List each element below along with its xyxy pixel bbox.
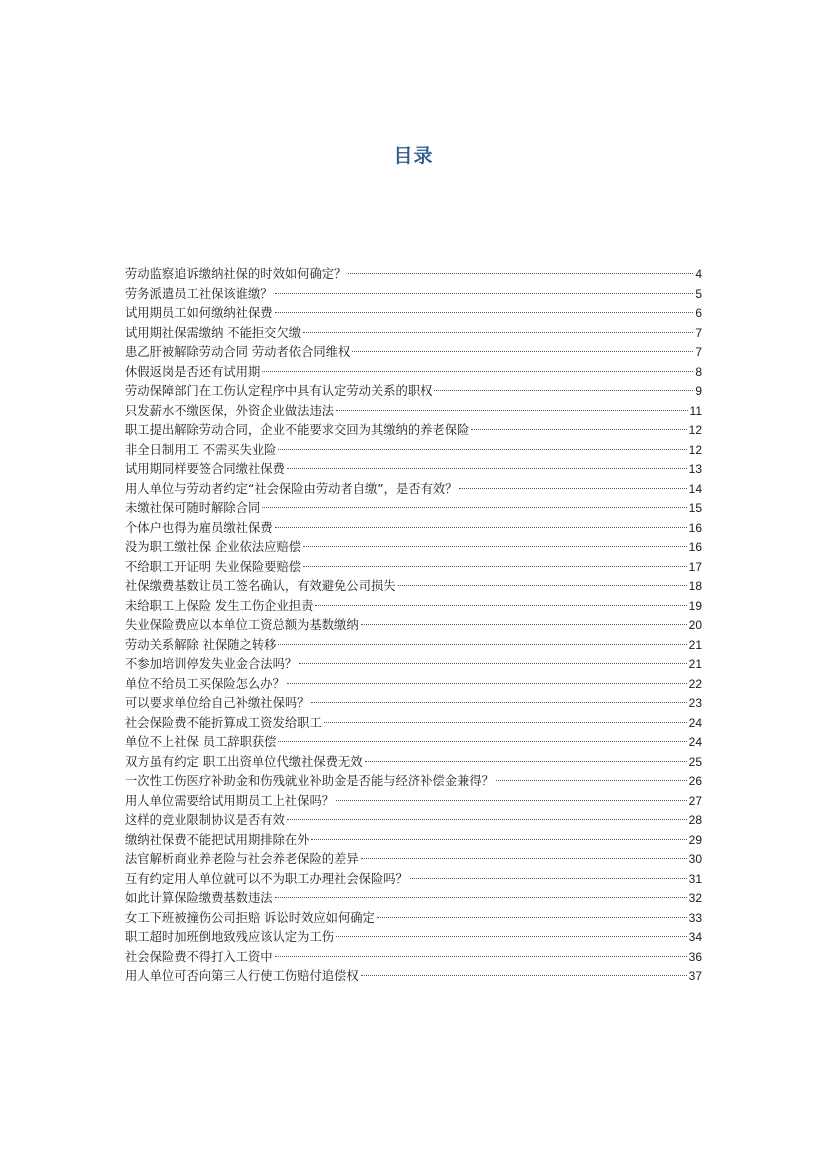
toc-entry-title[interactable]: 单位不上社保 员工辞职获偿	[125, 735, 277, 749]
toc-entry-page-number[interactable]: 25	[688, 754, 702, 769]
toc-entry-title[interactable]: 如此计算保险缴费基数违法	[125, 891, 273, 905]
toc-entry[interactable]	[125, 792, 702, 812]
toc-entry-title[interactable]: 试用期员工如何缴纳社保费	[125, 306, 273, 320]
toc-entry-page-number[interactable]: 33	[688, 910, 702, 925]
toc-entry-title[interactable]: 休假返岗是否还有试用期	[125, 364, 261, 379]
toc-entry-page-number[interactable]: 11	[689, 403, 702, 418]
toc-entry-page-number[interactable]: 16	[688, 520, 702, 535]
toc-list	[125, 265, 702, 987]
toc-dot-leader	[471, 429, 686, 430]
toc-entry-page-number[interactable]: 14	[688, 481, 702, 496]
toc-entry-page-number[interactable]: 31	[688, 871, 702, 886]
toc-entry-page-number[interactable]: 19	[688, 598, 702, 613]
toc-entry-title[interactable]: 一次性工伤医疗补助金和伤残就业补助金是否能与经济补偿金兼得？	[125, 774, 494, 788]
toc-dot-leader	[434, 390, 693, 391]
toc-entry[interactable]	[125, 636, 702, 656]
toc-entry-page-number[interactable]: 32	[688, 891, 702, 905]
toc-entry[interactable]	[125, 265, 702, 285]
toc-entry[interactable]	[125, 733, 702, 753]
toc-entry[interactable]	[125, 811, 702, 831]
toc-entry-title[interactable]: 没为职工缴社保 企业依法应赔偿	[125, 540, 302, 554]
toc-dot-leader	[262, 371, 693, 372]
toc-entry[interactable]	[125, 480, 702, 500]
toc-entry-title[interactable]: 不参加培训停发失业金合法吗？	[125, 657, 298, 671]
toc-entry-page-number[interactable]: 20	[688, 618, 702, 632]
toc-entry-page-number[interactable]: 21	[688, 637, 702, 652]
toc-entry-title[interactable]: 劳动关系解除 社保随之转移	[125, 637, 277, 652]
toc-entry[interactable]	[125, 324, 702, 344]
toc-entry-page-number[interactable]: 36	[688, 949, 702, 964]
toc-entry-page-number[interactable]: 29	[688, 832, 702, 847]
toc-entry[interactable]	[125, 616, 702, 636]
toc-entry-title[interactable]: 可以要求单位给自己补缴社保吗？	[125, 696, 310, 710]
toc-entry-page-number[interactable]: 24	[688, 715, 702, 730]
toc-dot-leader	[275, 897, 687, 898]
toc-entry[interactable]	[125, 850, 702, 870]
toc-entry[interactable]	[125, 675, 702, 695]
toc-dot-leader	[361, 858, 687, 859]
toc-entry-page-number[interactable]: 4	[695, 267, 702, 281]
toc-dot-leader	[303, 332, 693, 333]
toc-dot-leader	[287, 468, 687, 469]
toc-entry[interactable]	[125, 694, 702, 714]
toc-entry-page-number[interactable]: 17	[688, 559, 702, 574]
toc-dot-leader	[336, 410, 687, 411]
toc-entry-title[interactable]: 劳动监察追诉缴纳社保的时效如何确定？	[125, 267, 347, 281]
toc-entry-page-number[interactable]: 24	[688, 735, 702, 749]
toc-entry-page-number[interactable]: 15	[688, 501, 702, 515]
toc-entry[interactable]	[125, 577, 702, 597]
toc-entry[interactable]	[125, 928, 702, 948]
toc-entry-title[interactable]: 失业保险费应以本单位工资总额为基数缴纳	[125, 618, 359, 632]
toc-entry[interactable]	[125, 285, 702, 305]
toc-entry[interactable]	[125, 948, 702, 968]
toc-entry-page-number[interactable]: 7	[695, 345, 702, 359]
toc-entry-page-number[interactable]: 22	[688, 676, 702, 691]
toc-entry[interactable]	[125, 772, 702, 792]
toc-entry-page-number[interactable]: 23	[688, 696, 702, 710]
toc-entry[interactable]	[125, 655, 702, 675]
toc-dot-leader	[365, 761, 687, 762]
toc-dot-leader	[311, 702, 686, 703]
toc-title: 目录	[393, 145, 434, 167]
toc-dot-leader	[315, 605, 686, 606]
toc-entry[interactable]	[125, 753, 702, 773]
toc-entry-title[interactable]: 劳动保障部门在工伤认定程序中具有认定劳动关系的职权	[125, 384, 433, 398]
toc-entry-page-number[interactable]: 6	[695, 306, 702, 320]
toc-entry-title[interactable]: 试用期同样要签合同缴社保费	[125, 462, 285, 476]
toc-entry[interactable]	[125, 460, 702, 480]
toc-entry[interactable]	[125, 363, 702, 383]
toc-dot-leader	[287, 683, 687, 684]
toc-dot-leader	[348, 273, 693, 274]
toc-entry[interactable]	[125, 402, 702, 422]
toc-entry-title[interactable]: 个体户也得为雇员缴社保费	[125, 520, 273, 535]
toc-entry-page-number[interactable]: 5	[695, 286, 702, 301]
toc-entry[interactable]	[125, 870, 702, 890]
toc-entry-title[interactable]: 用人单位可否向第三人行使工伤赔付追偿权	[125, 969, 359, 983]
toc-entry[interactable]	[125, 421, 702, 441]
toc-dot-leader	[278, 644, 686, 645]
toc-entry-title[interactable]: 劳务派遣员工社保该谁缴？	[125, 286, 273, 301]
toc-dot-leader	[398, 585, 687, 586]
toc-dot-leader	[303, 566, 687, 567]
toc-entry-page-number[interactable]: 12	[688, 423, 702, 437]
toc-entry[interactable]	[125, 343, 702, 363]
toc-entry[interactable]	[125, 889, 702, 909]
toc-entry-page-number[interactable]: 7	[695, 325, 702, 340]
toc-entry[interactable]	[125, 909, 702, 929]
toc-entry-page-number[interactable]: 18	[688, 579, 702, 593]
toc-entry[interactable]	[125, 558, 702, 578]
toc-entry[interactable]	[125, 304, 702, 324]
toc-entry-title[interactable]: 只发薪水不缴医保，外资企业做法违法	[125, 403, 335, 418]
toc-dot-leader	[336, 936, 687, 937]
toc-entry-page-number[interactable]: 30	[688, 852, 702, 866]
toc-entry-page-number[interactable]: 26	[688, 774, 702, 788]
toc-dot-leader	[275, 293, 694, 294]
toc-entry-page-number[interactable]: 21	[688, 657, 702, 671]
toc-dot-leader	[352, 351, 693, 352]
toc-entry-title[interactable]: 患乙肝被解除劳动合同 劳动者依合同维权	[125, 345, 351, 359]
toc-entry-page-number[interactable]: 9	[695, 384, 702, 398]
toc-entry-title[interactable]: 未给职工上保险 发生工伤企业担责	[125, 598, 314, 613]
toc-dot-leader	[459, 488, 686, 489]
toc-dot-leader	[275, 312, 694, 313]
toc-entry-page-number[interactable]: 28	[688, 813, 702, 827]
toc-entry-title[interactable]: 职工提出解除劳动合同，企业不能要求交回为其缴纳的养老保险	[125, 423, 470, 437]
toc-entry-title[interactable]: 双方虽有约定 职工出资单位代缴社保费无效	[125, 754, 363, 769]
toc-entry-title[interactable]: 社保缴费基数让员工签名确认，有效避免公司损失	[125, 579, 396, 593]
toc-entry-title[interactable]: 这样的竞业限制协议是否有效	[125, 813, 285, 827]
toc-entry[interactable]	[125, 597, 702, 617]
toc-entry-title[interactable]: 非全日制用工 不需买失业险	[125, 442, 277, 457]
toc-entry[interactable]	[125, 538, 702, 558]
toc-entry-page-number[interactable]: 13	[688, 462, 702, 476]
toc-dot-leader	[275, 956, 687, 957]
toc-dot-leader	[262, 507, 686, 508]
toc-entry-title[interactable]: 社会保险费不能折算成工资发给职工	[125, 715, 322, 730]
toc-entry-title[interactable]: 不给职工开证明 失业保险要赔偿	[125, 559, 302, 574]
toc-entry-title[interactable]: 单位不给员工买保险怎么办？	[125, 676, 285, 691]
toc-entry[interactable]	[125, 967, 702, 987]
toc-entry-page-number[interactable]: 34	[688, 930, 702, 944]
toc-dot-leader	[496, 780, 687, 781]
toc-entry[interactable]	[125, 831, 702, 851]
toc-entry-title[interactable]: 互有约定用人单位就可以不为职工办理社会保险吗？	[125, 871, 408, 886]
toc-dot-leader	[361, 624, 687, 625]
toc-entry-page-number[interactable]: 16	[688, 540, 702, 554]
toc-entry-page-number[interactable]: 27	[688, 793, 702, 808]
toc-entry-page-number[interactable]: 12	[688, 442, 702, 457]
toc-entry[interactable]	[125, 499, 702, 519]
toc-dot-leader	[311, 839, 686, 840]
toc-entry-page-number[interactable]: 37	[688, 969, 702, 983]
toc-entry[interactable]	[125, 441, 702, 461]
toc-entry-title[interactable]: 未缴社保可随时解除合同	[125, 501, 261, 515]
toc-dot-leader	[299, 663, 686, 664]
toc-entry-title[interactable]: 法官解析商业养老险与社会养老保险的差异	[125, 852, 359, 866]
toc-dot-leader	[303, 546, 687, 547]
toc-entry-title[interactable]: 用人单位与劳动者约定“社会保险由劳动者自缴”，是否有效？	[125, 481, 458, 496]
toc-entry-page-number[interactable]: 8	[695, 364, 702, 379]
toc-entry-title[interactable]: 缴纳社保费不能把试用期排除在外	[125, 832, 310, 847]
toc-dot-leader	[377, 917, 687, 918]
toc-dot-leader	[275, 527, 687, 528]
toc-dot-leader	[287, 819, 687, 820]
toc-dot-leader	[324, 722, 687, 723]
toc-dot-leader	[410, 878, 687, 879]
toc-entry-title[interactable]: 职工超时加班倒地致残应该认定为工伤	[125, 930, 335, 944]
toc-entry[interactable]	[125, 714, 702, 734]
toc-dot-leader	[361, 975, 687, 976]
toc-dot-leader	[278, 741, 686, 742]
toc-entry-title[interactable]: 社会保险费不得打入工资中	[125, 949, 273, 964]
toc-entry[interactable]	[125, 382, 702, 402]
toc-entry-title[interactable]: 女工下班被撞伤公司拒赔 诉讼时效应如何确定	[125, 910, 375, 925]
toc-dot-leader	[336, 800, 687, 801]
toc-entry-title[interactable]: 试用期社保需缴纳 不能拒交欠缴	[125, 325, 302, 340]
toc-entry-title[interactable]: 用人单位需要给试用期员工上社保吗？	[125, 793, 335, 808]
toc-entry[interactable]	[125, 519, 702, 539]
toc-dot-leader	[278, 449, 686, 450]
